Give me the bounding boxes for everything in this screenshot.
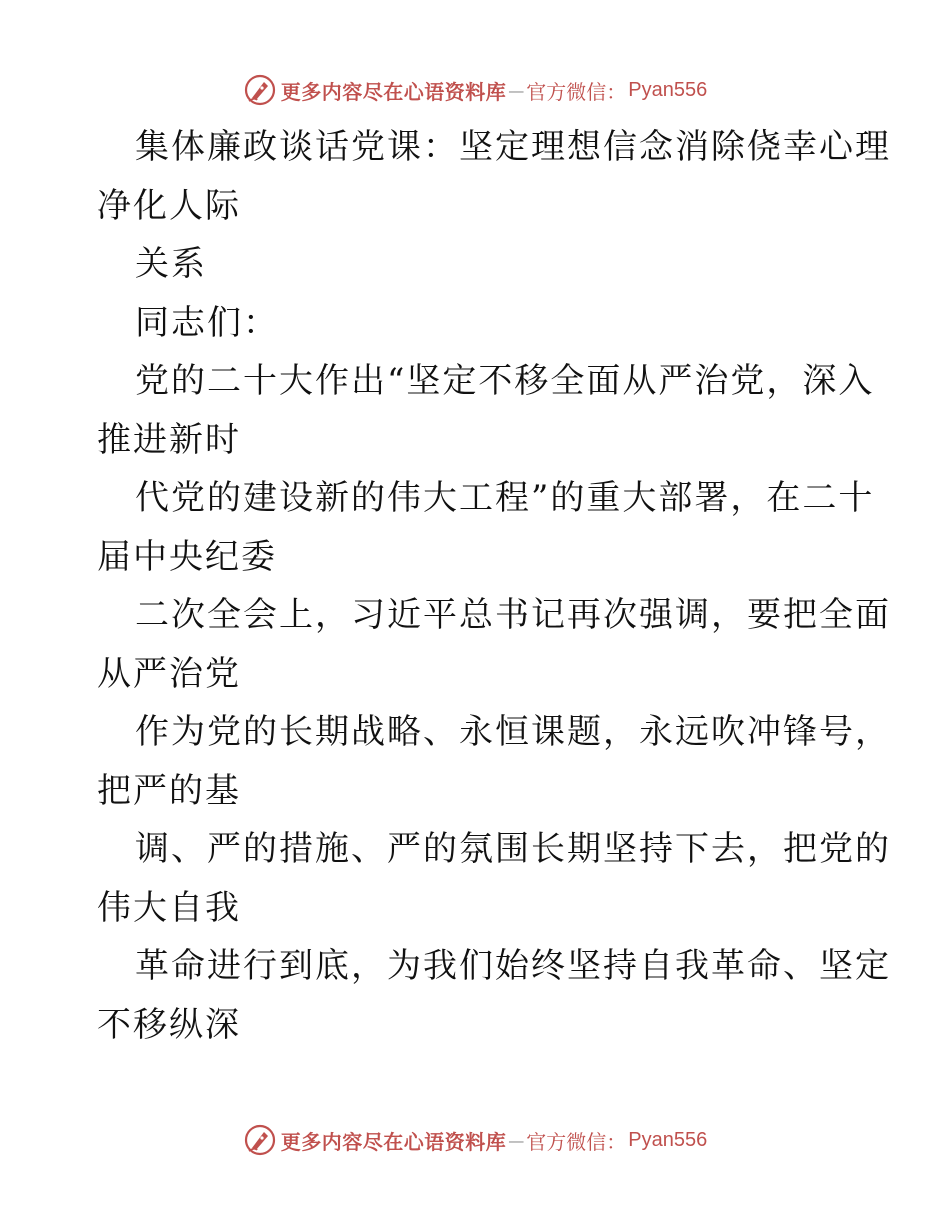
doc-line: 净化人际 [97,185,241,226]
banner-slogan: 更多内容尽在心语资料库 [280,1129,507,1154]
doc-line: 同志们： [135,302,279,343]
banner-wechat-label: 官方微信： [526,1129,627,1154]
doc-line: 革命进行到底，为我们始终坚持自我革命、坚定 [135,946,891,986]
doc-line: 二次全会上，习近平总书记再次强调，要把全面 [135,595,891,635]
doc-line: 从严治党 [97,653,241,694]
banner-wechat-id: Pyan556 [628,1128,708,1151]
doc-line: 作为党的长期战略、永恒课题，永远吹冲锋号， [135,712,891,752]
pen-nib-logo-icon [243,73,277,107]
doc-line: 调、严的措施、严的氛围长期坚持下去，把党的 [135,829,891,869]
doc-line: 关系 [135,244,207,284]
pen-nib-logo-icon [243,1123,277,1157]
banner-slogan: 更多内容尽在心语资料库 [280,79,507,104]
banner-wechat-label: 官方微信： [526,79,627,104]
footer-watermark-banner [0,1120,950,1160]
banner-wechat-id: Pyan556 [628,78,708,101]
doc-line: 伟大自我 [97,887,241,928]
banner-separator: — [508,1130,525,1150]
doc-line: 党的二十大作出“坚定不移全面从严治党，深入 [135,361,875,401]
doc-line: 把严的基 [97,770,241,811]
banner-separator: — [508,80,525,100]
header-watermark-banner [0,70,950,110]
doc-line: 不移纵深 [97,1004,241,1045]
doc-line: 届中央纪委 [97,536,277,577]
doc-line: 推进新时 [97,419,241,460]
document-body [97,118,891,1054]
doc-line: 集体廉政谈话党课：坚定理想信念消除侥幸心理 [135,127,891,167]
doc-line: 代党的建设新的伟大工程”的重大部署，在二十 [135,478,875,518]
